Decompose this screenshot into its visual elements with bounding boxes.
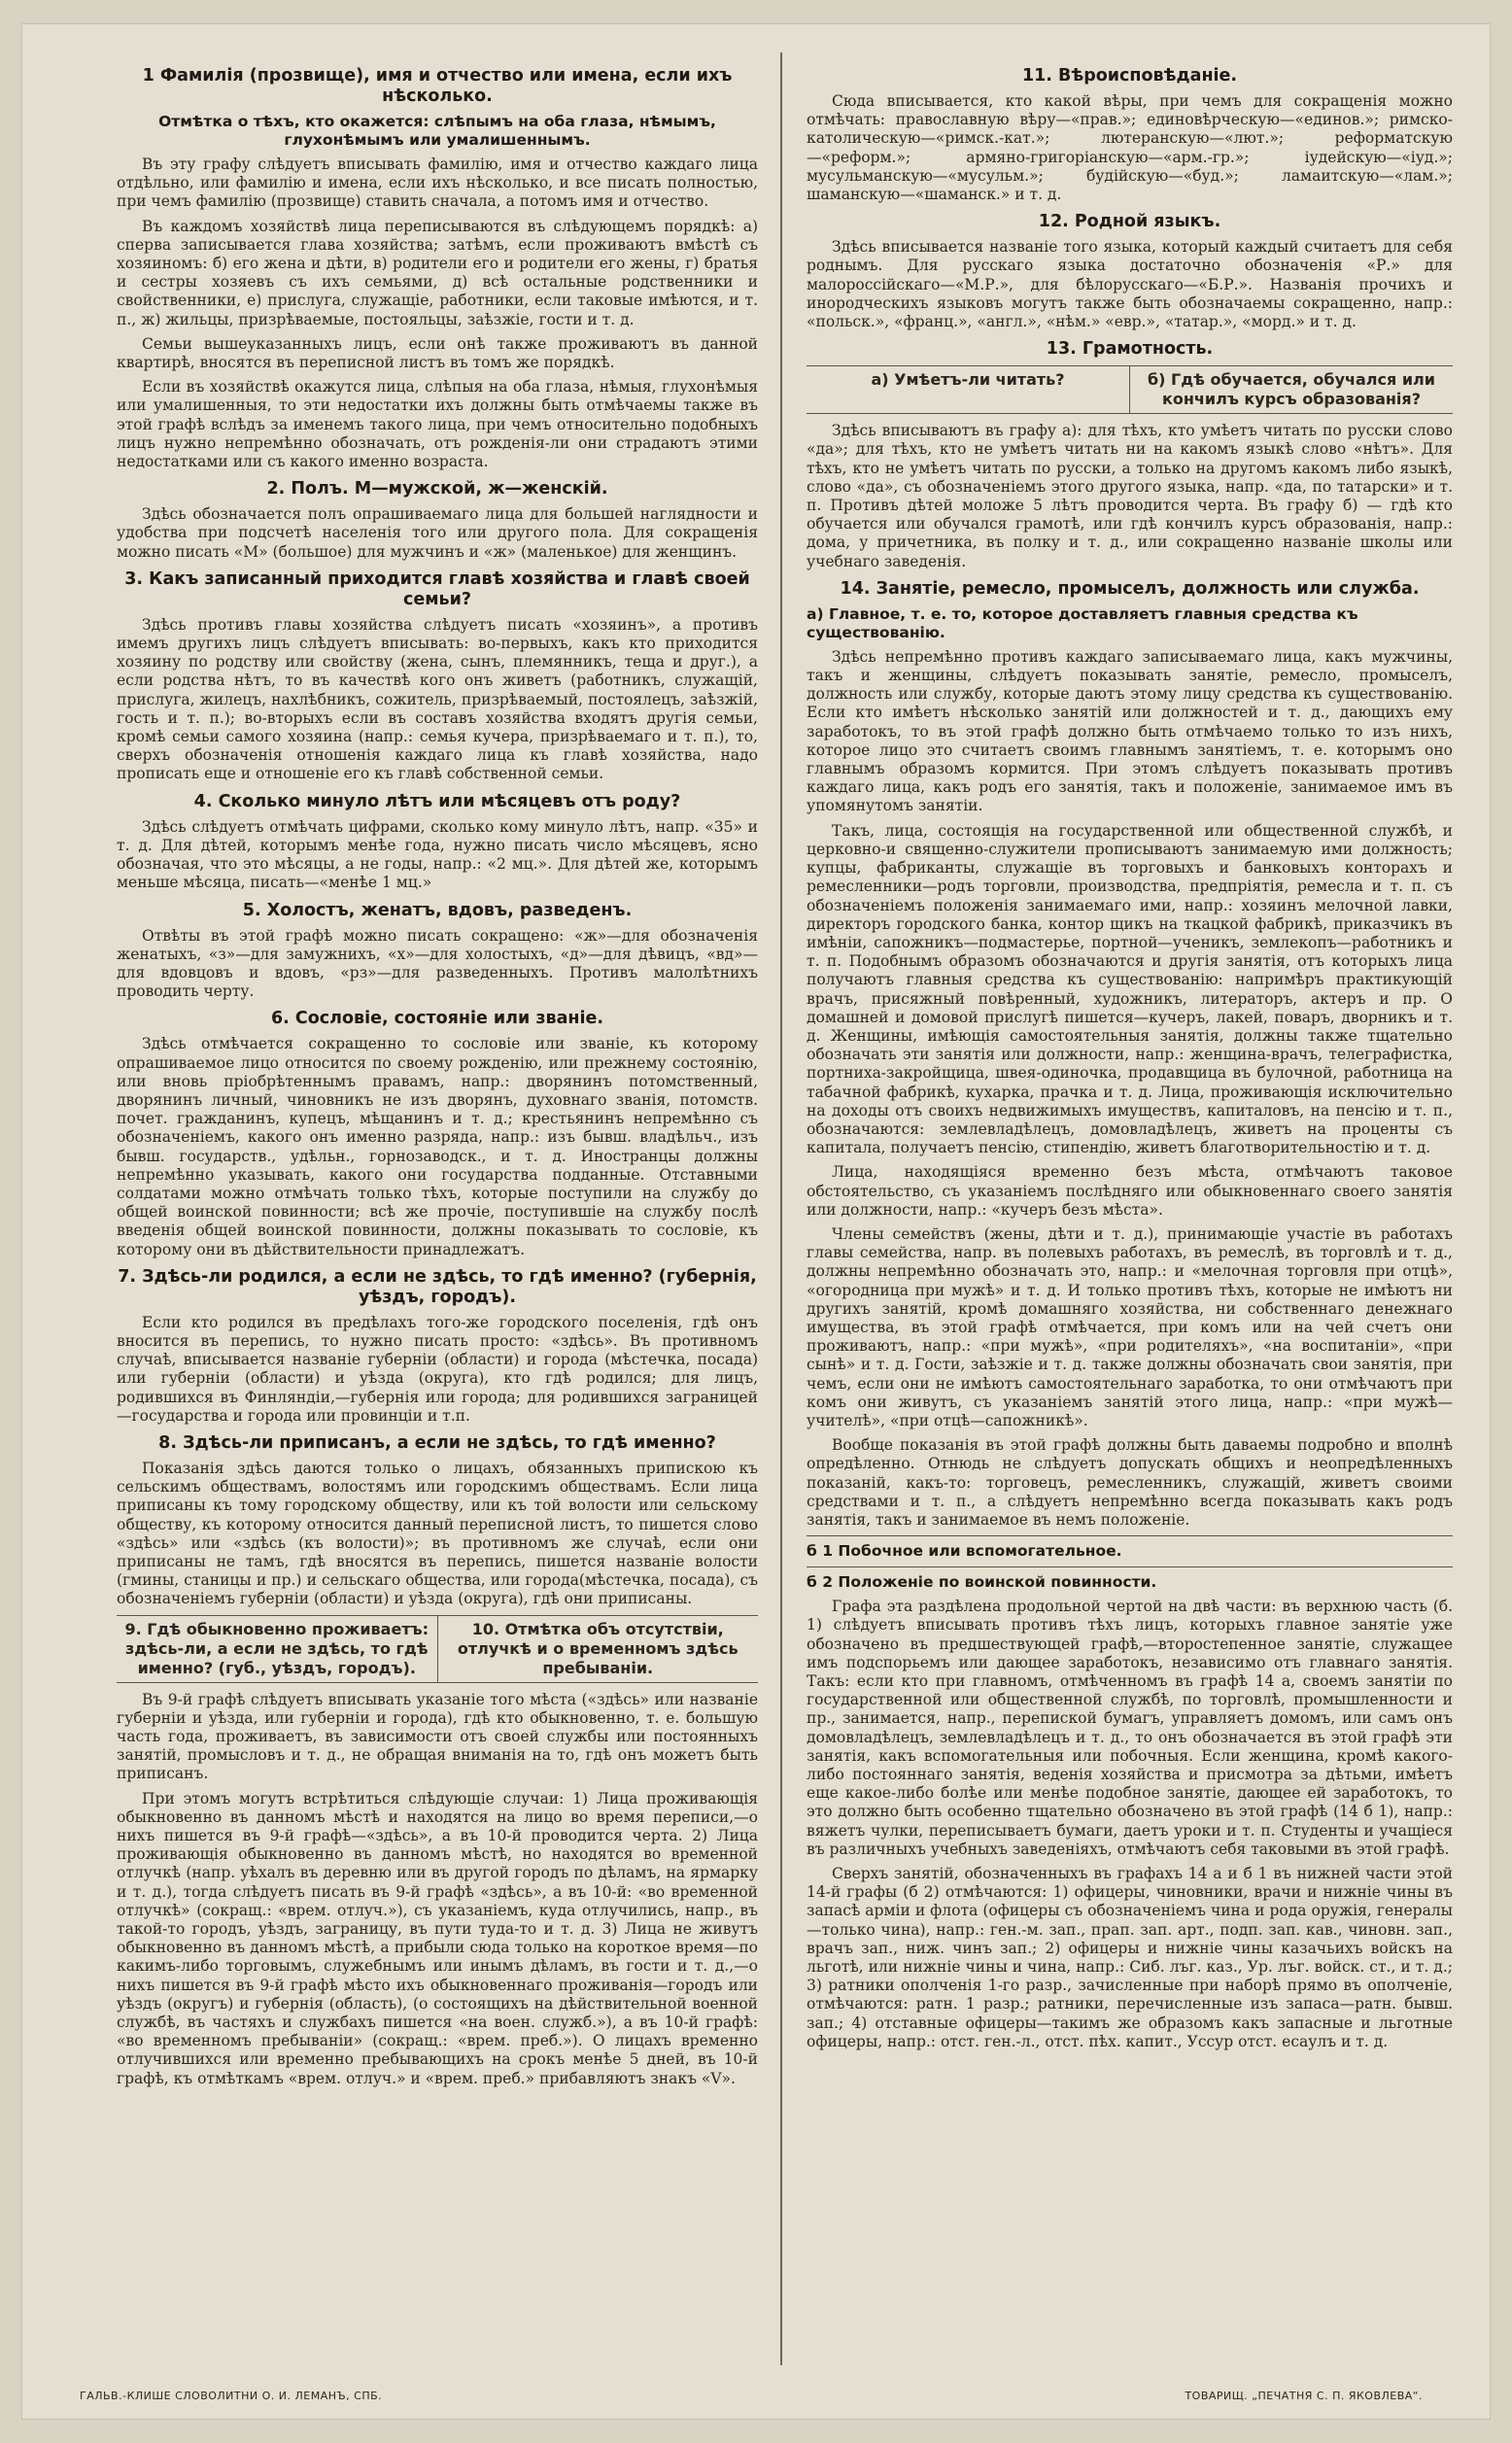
section-11-title: 11. Вѣроисповѣданіе. — [1021, 66, 1238, 86]
section-5-title: 5. Холостъ, женатъ, вдовъ, разведенъ. — [242, 900, 633, 920]
section-14a-title: а) Главное, т. е. то, которое доставляетъ главныя средства къ существованію. — [807, 604, 1358, 641]
section-9-paragraph: При этомъ могутъ встрѣтиться слѣдующіе случаи: 1) Лица проживающія обыкновенно въ данномъ мѣстѣ и находятся на лицо во время переписи,—о нихъ пишется въ 9-й графѣ—«здѣсь», а въ 10-й проводится черта. 2) Лица проживающія обыкновенно въ данномъ мѣстѣ, но находятся во временной отлучкѣ (напр. уѣхалъ въ деревню или въ другой городъ по дѣламъ, на ярмарку и т. д.), тогда слѣдуетъ писать въ 9-й графѣ «здѣсь», а въ 10-й: «во временной отлучкѣ» (сокращ.: «врем. отлуч.»), съ указаніемъ, куда отлучились, напр., въ такой-то городъ, уѣздъ, заграницу, въ пути туда-то и т. д. 3) Лица не живутъ обыкновенно въ данномъ мѣстѣ, а прибыли сюда только на короткое время—по какимъ-либо торговымъ, служебнымъ или инымъ дѣламъ, въ гости и т. д.,—о нихъ пишется въ 9-й графѣ мѣсто ихъ обыкновеннаго проживанія—городъ или уѣздъ (округъ) и губернія (область), (о состоящихъ на дѣйствительной военной службѣ, въ частяхъ и службахъ пишется «на воен. служб.»), а въ 10-й графѣ: «во временномъ пребываніи» (сокращ.: «врем. преб.»). О лицахъ временно отлучившихся или временно пребывающихъ на срокъ менѣе 5 дней, въ 10-й графѣ, къ отмѣткамъ «врем. отлуч.» и «врем. преб.» прибавляютъ знакъ «V». — [117, 1789, 758, 2087]
section-13b-title: б) Гдѣ обучается, обучался или кончилъ курсъ образованія? — [1129, 366, 1453, 413]
section-14-paragraph: Вообще показанія въ этой графѣ должны быть даваемы подробно и вполнѣ опредѣленно. Отнюдь не слѣдуетъ допускать общихъ и неопредѣленныхъ показаній, какъ-то: торговецъ, ремесленникъ, служащій, живетъ своими средствами и т. п., а слѣдуетъ непремѣнно всегда показывать какъ родъ занятія, такъ и занимаемое въ немъ положеніе. — [807, 1436, 1453, 1529]
section-13a-title: а) Умѣетъ-ли читать? — [871, 370, 1065, 390]
section-2-paragraph: Здѣсь обозначается полъ опрашиваемаго лица для большей наглядности и удобства при подсчетѣ населенія того или другого пола. Для сокращенія можно писать «М» (большое) для мужчинъ и «ж» (маленькое) для женщинъ. — [117, 505, 758, 561]
section-1-title: 1 Фамилія (прозвище), имя и отчество или имена, если ихъ нѣсколько. — [142, 66, 733, 106]
section-1-paragraph: Семьи вышеуказанныхъ лицъ, если онѣ также проживаютъ въ данной квартирѣ, вносятся въ переписной листъ въ томъ же порядкѣ. — [117, 334, 758, 372]
section-14-paragraph: Такъ, лица, состоящія на государственной или общественной службѣ, и церковно-и священно-служители прописываютъ занимаемую ими должность; купцы, фабриканты, служащіе въ торговыхъ и банковыхъ конторахъ и ремесленники—родъ торговли, производства, предпріятія, ремесла и т. п. съ обозначеніемъ положенія занимаемаго ими, напр.: хозяинъ мелочной лавки, директоръ городского банка, контор щикъ на ткацкой фабрикѣ, приказчикъ въ имѣніи, сапожникъ—подмастерье, портной—ученикъ, землекопъ—работникъ и т. п. Подобнымъ образомъ обозначаются и другія занятія, отъ которыхъ лица получаютъ главныя средства къ существованію: напримѣръ практикующій врачъ, присяжный повѣренный, художникъ, литераторъ, актеръ и пр. О домашней и домовой прислугѣ пишется—кучеръ, лакей, поваръ, дворникъ и т. д. Женщины, имѣющія самостоятельныя занятія, должны также тщательно обозначать эти занятія или должности, напр.: женщина-врачъ, телеграфистка, портниха-закройщица, швея-одиночка, продавщица въ булочной, работница на табачной фабрикѣ, кухарка, прачка и т. д. Лица, проживающія исключительно на доходы отъ своихъ недвижимыхъ имуществъ, капиталовъ, на пенсію и т. п., обозначаются: землевладѣлецъ, домовладѣлецъ, живетъ на проценты съ капитала, получаетъ пенсію, стипендію, живетъ благотворительностію и т. д. — [807, 821, 1453, 1157]
divider-line — [807, 1566, 1453, 1567]
section-1-paragraph: Если въ хозяйствѣ окажутся лица, слѣпыя на оба глаза, нѣмыя, глухонѣмыя или умалишенныя, то эти недостатки ихъ должны быть отмѣчаемы также въ этой графѣ вслѣдъ за именемъ такого лица, при чемъ относительно подобныхъ лицъ нужно непремѣнно обозначать, отъ рожденія-ли они страдаютъ этими недостатками или съ какого именно возраста. — [117, 378, 758, 471]
section-3-paragraph: Здѣсь противъ главы хозяйства слѣдуетъ писать «хозяинъ», а противъ имемъ другихъ лицъ слѣдуетъ вписывать: во-первыхъ, какъ кто приходится хозяину по родству или свойству (жена, сынъ, племянникъ, теща и друг.), а если родства нѣтъ, то въ качествѣ кого онъ живетъ (работникъ, служащій, прислуга, жилецъ, нахлѣбникъ, сожитель, призрѣваемый, постоялецъ, заѣзжій, гость и т. п.); во-вторыхъ если въ составъ хозяйства входятъ другія семьи, кромѣ семьи самого хозяина (напр.: семья кучера, призрѣваемаго и т. п.), то, сверхъ обозначенія отношенія каждаго лица къ главѣ хозяйства, надо прописать еще и отношеніе его къ главѣ собственной семьи. — [117, 615, 758, 783]
census-instruction-sheet — [21, 23, 1491, 2420]
section-8-title: 8. Здѣсь-ли приписанъ, а если не здѣсь, то гдѣ именно? — [158, 1432, 716, 1453]
section-5-paragraph: Отвѣты въ этой графѣ можно писать сокращено: «ж»—для обозначенія женатыхъ, «з»—для замужнихъ, «х»—для холостыхъ, «д»—для дѣвицъ, «вд»—для вдовцовъ и вдовъ, «рз»—для разведенныхъ. Противъ малолѣтнихъ проводить черту. — [117, 926, 758, 1001]
section-12-paragraph: Здѣсь вписывается названіе того языка, который каждый считаетъ для себя роднымъ. Для русскаго языка достаточно обозначенія «Р.» для малороссійскаго—«М.Р.», для бѣлорусскаго—«Б.Р.». Названія прочихъ и инородческихъ языковъ могутъ также быть обозначаемы сокращенно, напр.: «польск.», «франц.», «англ.», «нѣм.» «евр.», «татар.», «морд.» и т. д. — [807, 238, 1453, 331]
section-3-title: 3. Какъ записанный приходится главѣ хозяйства и главѣ своей семьи? — [124, 568, 750, 609]
column-divider — [780, 52, 782, 2365]
section-12-title: 12. Родной языкъ. — [1038, 212, 1221, 232]
section-13-paragraph: Здѣсь вписываютъ въ графу а): для тѣхъ, кто умѣетъ читать по русски слово «да»; для тѣхъ, кто не умѣетъ читать ни на какомъ языкѣ слово «нѣтъ». Для тѣхъ, кто не умѣетъ читать по русски, а только на другомъ какомъ либо языкѣ, слово «да», съ обозначеніемъ этого другого языка, напр. «да, по татарски» и т. п. Противъ дѣтей моложе 5 лѣтъ проводится черта. Въ графу б) — гдѣ кто обучается или обучался грамотѣ, или гдѣ кончилъ курсъ образованія, напр.: дома, у причетника, въ полку и т. д., или сокращенно названіе школы или учебнаго заведенія. — [807, 422, 1453, 570]
section-13-title: 13. Грамотность. — [1046, 339, 1214, 360]
section-14-paragraph: Здѣсь непремѣнно противъ каждаго записываемаго лица, какъ мужчины, такъ и женщины, слѣдуетъ показывать занятіе, ремесло, промыселъ, должность или службу, которые даютъ этому лицу средства къ существованію. Если кто имѣетъ нѣсколько занятій или должностей и т. д., дающихъ ему заработокъ, то въ этой графѣ должно быть отмѣчаемо только то изъ нихъ, которое лицо это считаетъ своимъ главнымъ занятіемъ, т. е. которымъ оно главнымъ образомъ кормится. При этомъ слѣдуетъ показывать противъ каждаго лица, какъ родъ его занятія, такъ и положеніе, занимаемое имъ въ упомянутомъ занятіи. — [807, 647, 1453, 815]
section-9-paragraph: Въ 9-й графѣ слѣдуетъ вписывать указаніе того мѣста («здѣсь» или названіе губерніи и уѣзда, или губерніи и города), гдѣ кто обыкновенно, т. е. большую часть года, проживаетъ, въ зависимости отъ своей службы или постоянныхъ занятій, промысловъ и т. д., не обращая вниманія на то, гдѣ онъ можетъ быть приписанъ. — [117, 1690, 758, 1783]
section-14b1-title: б 1 Побочное или вспомогательное. — [807, 1542, 1122, 1561]
section-11-paragraph: Сюда вписывается, кто какой вѣры, при чемъ для сокращенія можно отмѣчать: православную вѣру—«прав.»; единовѣрческую—«единов.»; римско-католическую—«римск.-кат.»; лютеранскую—«лют.»; реформатскую—«реформ.»; армяно-григоріанскую—«арм.-гр.»; іудейскую—«іуд.»; мусульманскую—«мусульм.»; будійскую—«буд.»; ламаитскую—«лам.»; шаманскую—«шаманск.» и т. д. — [807, 92, 1453, 204]
section-13-subheaders — [807, 365, 1453, 414]
section-14-paragraph: Лица, находящіяся временно безъ мѣста, отмѣчаютъ таковое обстоятельство, съ указаніемъ послѣдняго или обыкновеннаго своего занятія или должности, напр.: «кучеръ безъ мѣста». — [807, 1163, 1453, 1219]
section-1-paragraph: Въ эту графу слѣдуетъ вписывать фамилію, имя и отчество каждаго лица отдѣльно, или фамилію и имена, если ихъ нѣсколько, и все писать полностью, при чемъ фамилію (прозвище) ставить сначала, а потомъ имя и отчество. — [117, 155, 758, 211]
section-14-paragraph: Сверхъ занятій, обозначенныхъ въ графахъ 14 а и б 1 въ нижней части этой 14-й графы (б 2) отмѣчаются: 1) офицеры, чиновники, врачи и нижніе чины въ запасѣ арміи и флота (офицеры съ обозначеніемъ чина и рода оружія, генералы—только чина), напр.: ген.-м. зап., прап. зап. арт., подп. зап. кав., чиновн. зап., врачъ зап., ниж. чинъ зап.; 2) офицеры и нижніе чины казачьихъ войскъ на льготѣ, или нижніе чины и чина, напр.: Сиб. лъг. каз., Ур. лъг. войск. ст., и т. д.; 3) ратники ополченія 1-го разр., зачисленные при наборѣ прямо въ ополченіе, отмѣчаются: ратн. 1 разр.; ратники, перечисленные изъ запаса—ратн. бывш. зап.; 4) отставные офицеры—такимъ же образомъ какъ запасные и льготные офицеры, напр.: отст. ген.-л., отст. пѣх. капит., Уссур отст. есаулъ и т. д. — [807, 1865, 1453, 2050]
printer-credit-left: ГАЛЬВ.-КЛИШЕ СЛОВОЛИТНИ О. И. ЛЕМАНЪ, СПБ. — [80, 2390, 383, 2402]
section-7-title: 7. Здѣсь-ли родился, а если не здѣсь, то гдѣ именно? (губернія, уѣздъ, городъ). — [118, 1266, 757, 1307]
section-1-paragraph: Въ каждомъ хозяйствѣ лица переписываются въ слѣдующемъ порядкѣ: а) сперва записывается глава хозяйства; затѣмъ, если проживаютъ вмѣстѣ съ хозяиномъ: б) его жена и дѣти, в) родители его и родители его жены, г) братья и сестры хозяевъ съ ихъ семьями, д) всѣ остальные родственники и свойственники, е) прислуга, служащіе, работники, если таковые имѣются, и т. п., ж) жильцы, призрѣваемые, постояльцы, заѣзжіе, гости и т. д. — [117, 217, 758, 328]
section-4-paragraph: Здѣсь слѣдуетъ отмѣчать цифрами, сколько кому минуло лѣтъ, напр. «35» и т. д. Для дѣтей, которымъ менѣе года, нужно писать число мѣсяцевъ, ясно обозначая, что это мѣсяцы, а не годы, напр.: «2 мц.». Для дѣтей же, которымъ меньше мѣсяца, писать—«менѣе 1 мц.» — [117, 817, 758, 892]
section-14-paragraph: Графа эта раздѣлена продольной чертой на двѣ части: въ верхнюю часть (б. 1) слѣдуетъ вписывать противъ тѣхъ лицъ, которыхъ главное занятіе уже обозначено въ предшествующей графѣ,—второстепенное занятіе, служащее имъ подспорьемъ или дающее заработокъ, независимо отъ главнаго занятія. Такъ: если кто при главномъ, отмѣченномъ въ графѣ 14 а, своемъ занятіи по государственной или общественной службѣ, по торговлѣ, промышленности и пр., занимается, напр., перепиской бумагъ, управляетъ домомъ, или самъ онъ домовладѣлецъ, землевладѣлецъ и т. д., то онъ обозначается въ этой графѣ эти занятія, какъ вспомогательныя или побочныя. Если женщина, кромѣ какого-либо постояннаго занятія, веденія хозяйства и присмотра за дѣтьми, имѣетъ еще какое-либо болѣе или менѣе подобное занятіе, дающее ей заработокъ, то это должно быть особенно тщательно обозначено въ этой графѣ (14 б 1), напр.: вяжетъ чулки, переписываетъ бумаги, даетъ уроки и т. п. Студенты и учащіеся въ различныхъ учебныхъ заведеніяхъ, отмѣчаютъ себя таковыми въ этой графѣ. — [807, 1598, 1453, 1858]
section-8-paragraph: Показанія здѣсь даются только о лицахъ, обязанныхъ припискою къ сельскимъ обществамъ, волостямъ или городскимъ обществамъ. Если лица приписаны къ тому городскому обществу, или къ той волости или сельскому обществу, къ которому относится данный переписной листъ, то пишется слово «здѣсь» или «здѣсь (къ волости)»; въ противномъ же случаѣ, если они приписаны не тамъ, гдѣ вносятся въ перепись, пишется названіе волости (гмины, станицы и пр.) и сельскаго общества, или города(мѣстечка, посада), съ обозначеніемъ губерніи (области) и уѣзда (округа), гдѣ они приписаны. — [117, 1459, 758, 1608]
divider-line — [807, 1535, 1453, 1536]
section-14-paragraph: Члены семействъ (жены, дѣти и т. д.), принимающіе участіе въ работахъ главы семейства, напр. въ полевыхъ работахъ, въ ремеслѣ, въ торговлѣ и т. д., должны непремѣнно обозначать это, напр.: и «мелочная торговля при отцѣ», «огородница при мужѣ» и т. д. И только противъ тѣхъ, которые не имѣютъ ни другихъ занятій, кромѣ домашняго хозяйства, ни собственнаго денежнаго имущества, въ этой графѣ отмѣчается, при комъ или на чей счетъ они проживаютъ, напр.: «при мужѣ», «при родителяхъ», «на воспитаніи», «при сынѣ» и т. д. Гости, заѣзжіе и т. д. также должны обозначать свои занятія, при чемъ, если они не имѣютъ самостоятельнаго заработка, то они отмѣчаютъ при комъ они живутъ, съ указаніемъ занятій этого лица, напр.: «при мужѣ—учителѣ», «при отцѣ—сапожникѣ». — [807, 1224, 1453, 1429]
section-9-title: 9. Гдѣ обыкновенно проживаетъ: здѣсь-ли, а если не здѣсь, то гдѣ именно? (губ., уѣздъ, городъ). — [124, 1619, 430, 1677]
right-column — [807, 58, 1453, 2352]
section-7-paragraph: Если кто родился въ предѣлахъ того-же городского поселенія, гдѣ онъ вносится въ перепись, то нужно писать просто: «здѣсь». Въ противномъ случаѣ, вписывается названіе губерніи (области) и города (мѣстечка, посада) или губерніи (области) и уѣзда (округа), кто гдѣ родился; для лицъ, родившихся въ Финляндіи,—губернія или города; для родившихся заграницей—государства и города или провинціи и т.п. — [117, 1313, 758, 1425]
section-4-title: 4. Сколько минуло лѣтъ или мѣсяцевъ отъ роду? — [193, 791, 681, 811]
section-6-paragraph: Здѣсь отмѣчается сокращенно то сословіе или званіе, къ которому опрашиваемое лицо относится по своему рожденію, или прежнему состоянію, или вновь пріобрѣтеннымъ правамъ, напр.: дворянинъ потомственный, дворянинъ личный, чиновникъ не изъ дворянъ, духовнаго званія, потомств. почет. гражданинъ, купецъ, мѣщанинъ и т. д.; крестьянинъ непремѣнно съ обозначеніемъ, какого онъ именно разряда, напр.: изъ бывш. владѣльч., изъ бывш. государств., удѣльн., горнозаводск., и т. д. Иностранцы должны непремѣнно указывать, какого они государства подданные. Отставными солдатами можно отмѣчать только тѣхъ, которые поступили на службу до общей воинской повинности; всѣ же прочіе, поступившіе на службу послѣ введенія общей воинской повинности, должны показывать то сословіе, къ которому они въ дѣйствительности принадлежатъ. — [117, 1035, 758, 1258]
left-column — [117, 58, 758, 2352]
section-10-title: 10. Отмѣтка объ отсутствіи, отлучкѣ и о временномъ здѣсь пребываніи. — [437, 1616, 759, 1682]
section-1-subtitle: Отмѣтка о тѣхъ, кто окажется: слѣпымъ на оба глаза, нѣмымъ, глухонѣмымъ или умалишеннымъ. — [158, 113, 716, 149]
printer-credit-right: ТОВАРИЩ. „ПЕЧАТНЯ С. П. ЯКОВЛЕВА“. — [1185, 2390, 1423, 2402]
section-6-title: 6. Сословіе, состояніе или званіе. — [271, 1009, 603, 1029]
section-14b2-title: б 2 Положеніе по воинской повинности. — [807, 1573, 1157, 1592]
section-14-title: 14. Занятіе, ремесло, промыселъ, должность или служба. — [840, 578, 1420, 599]
section-9-10-header — [117, 1615, 758, 1683]
section-2-title: 2. Полъ. М—мужской, ж—женскій. — [266, 479, 608, 499]
